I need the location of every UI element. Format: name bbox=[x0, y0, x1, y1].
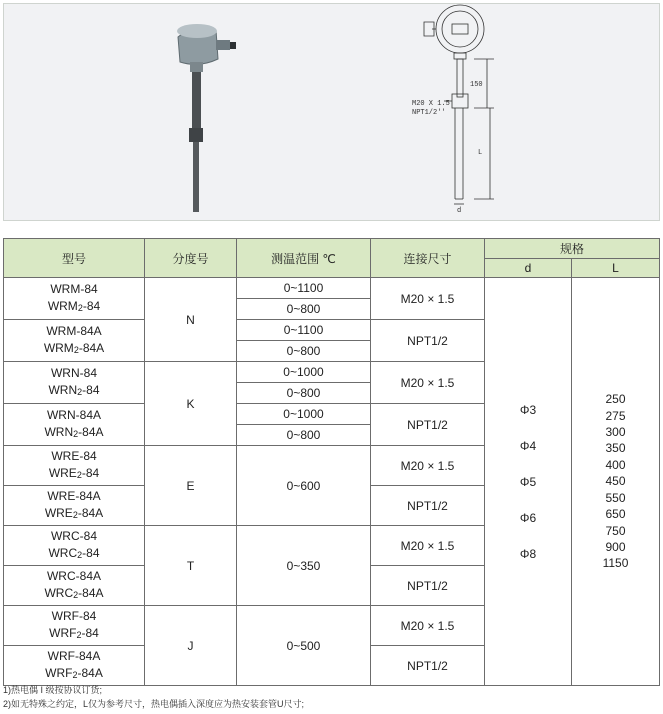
connection-cell: NPT1/2 bbox=[371, 566, 485, 606]
graduation-cell: T bbox=[145, 526, 237, 606]
connection-cell: M20 × 1.5 bbox=[371, 606, 485, 646]
d-value: Φ6 bbox=[519, 510, 537, 525]
d-value: Φ8 bbox=[519, 546, 537, 561]
range-cell: 0~600 bbox=[237, 446, 371, 526]
model-cell: WRM-84A $WRM_2-84A$ bbox=[4, 320, 145, 362]
thread-label-2: NPT1/2'' bbox=[412, 109, 446, 117]
connection-cell: M20 × 1.5 bbox=[371, 446, 485, 486]
connection-cell: M20 × 1.5 bbox=[371, 526, 485, 566]
range-cell: 0~1000 bbox=[237, 404, 371, 425]
d-value: Φ4 bbox=[519, 438, 537, 453]
footnotes bbox=[3, 683, 304, 711]
L-value: 650 bbox=[605, 507, 626, 522]
spec-table bbox=[3, 238, 660, 686]
model-cell: WRM-84 $WRM_2-84$ bbox=[4, 278, 145, 320]
L-value: 400 bbox=[605, 457, 626, 472]
header-spec: 规格 bbox=[485, 239, 660, 259]
graduation-cell: E bbox=[145, 446, 237, 526]
L-value: 900 bbox=[605, 539, 626, 554]
header-model: 型号 bbox=[4, 239, 145, 278]
range-cell: 0~800 bbox=[237, 299, 371, 320]
L-value: 275 bbox=[605, 408, 626, 423]
connection-cell: NPT1/2 bbox=[371, 404, 485, 446]
header-connection: 连接尺寸 bbox=[371, 239, 485, 278]
range-cell: 0~800 bbox=[237, 341, 371, 362]
model-cell: WRC-84 $WRC_2-84$ bbox=[4, 526, 145, 566]
L-value: 550 bbox=[605, 490, 626, 505]
footnote-2: 2)如无特殊之约定，L仅为参考尺寸，热电偶插入深度应为热安装套管U尺寸; bbox=[3, 699, 305, 709]
model-cell: WRE-84A $WRE_2-84A$ bbox=[4, 486, 145, 526]
L-value: 350 bbox=[605, 441, 626, 456]
L-values-cell bbox=[572, 278, 660, 686]
connection-cell: M20 × 1.5 bbox=[371, 278, 485, 320]
range-cell: 0~350 bbox=[237, 526, 371, 606]
range-cell: 0~800 bbox=[237, 383, 371, 404]
d-value: Φ3 bbox=[519, 402, 537, 417]
range-cell: 0~1100 bbox=[237, 320, 371, 341]
graduation-cell: N bbox=[145, 278, 237, 362]
header-L: L bbox=[572, 258, 660, 278]
L-value: 450 bbox=[605, 474, 626, 489]
connection-cell: NPT1/2 bbox=[371, 486, 485, 526]
model-cell: WRE-84 $WRE_2-84$ bbox=[4, 446, 145, 486]
L-value: 750 bbox=[605, 523, 626, 538]
connection-cell: NPT1/2 bbox=[371, 646, 485, 686]
d-values-cell bbox=[485, 278, 572, 686]
thread-label-1: M20 X 1.5 bbox=[412, 100, 450, 108]
thermocouple-photo bbox=[177, 24, 236, 212]
model-cell: WRF-84 $WRF_2-84$ bbox=[4, 606, 145, 646]
footnote-1: 1)热电偶 I 级按协议订货; bbox=[3, 685, 103, 695]
range-cell: 0~800 bbox=[237, 425, 371, 446]
product-figure-panel bbox=[3, 3, 660, 221]
header-range: 测温范围 ℃ bbox=[237, 239, 371, 278]
connection-cell: NPT1/2 bbox=[371, 320, 485, 362]
header-graduation: 分度号 bbox=[145, 239, 237, 278]
L-value: 300 bbox=[605, 425, 626, 440]
product-figure bbox=[4, 4, 659, 220]
model-cell: WRN-84 $WRN_2-84$ bbox=[4, 362, 145, 404]
model-cell: WRC-84A $WRC_2-84A$ bbox=[4, 566, 145, 606]
header-d: d bbox=[485, 258, 572, 278]
L-value: 250 bbox=[605, 392, 626, 407]
L-value: 1150 bbox=[602, 556, 629, 571]
range-cell: 0~1000 bbox=[237, 362, 371, 383]
model-cell: WRF-84A $WRF_2-84A$ bbox=[4, 646, 145, 686]
dim-150-label: 150 bbox=[470, 81, 483, 89]
d-value: Φ5 bbox=[519, 474, 537, 489]
dim-L-label: L bbox=[478, 149, 483, 157]
connection-cell: M20 × 1.5 bbox=[371, 362, 485, 404]
range-cell: 0~1100 bbox=[237, 278, 371, 299]
graduation-cell: K bbox=[145, 362, 237, 446]
range-cell: 0~500 bbox=[237, 606, 371, 686]
graduation-cell: J bbox=[145, 606, 237, 686]
dim-d-label: d bbox=[457, 207, 462, 215]
model-cell: WRN-84A $WRN_2-84A$ bbox=[4, 404, 145, 446]
